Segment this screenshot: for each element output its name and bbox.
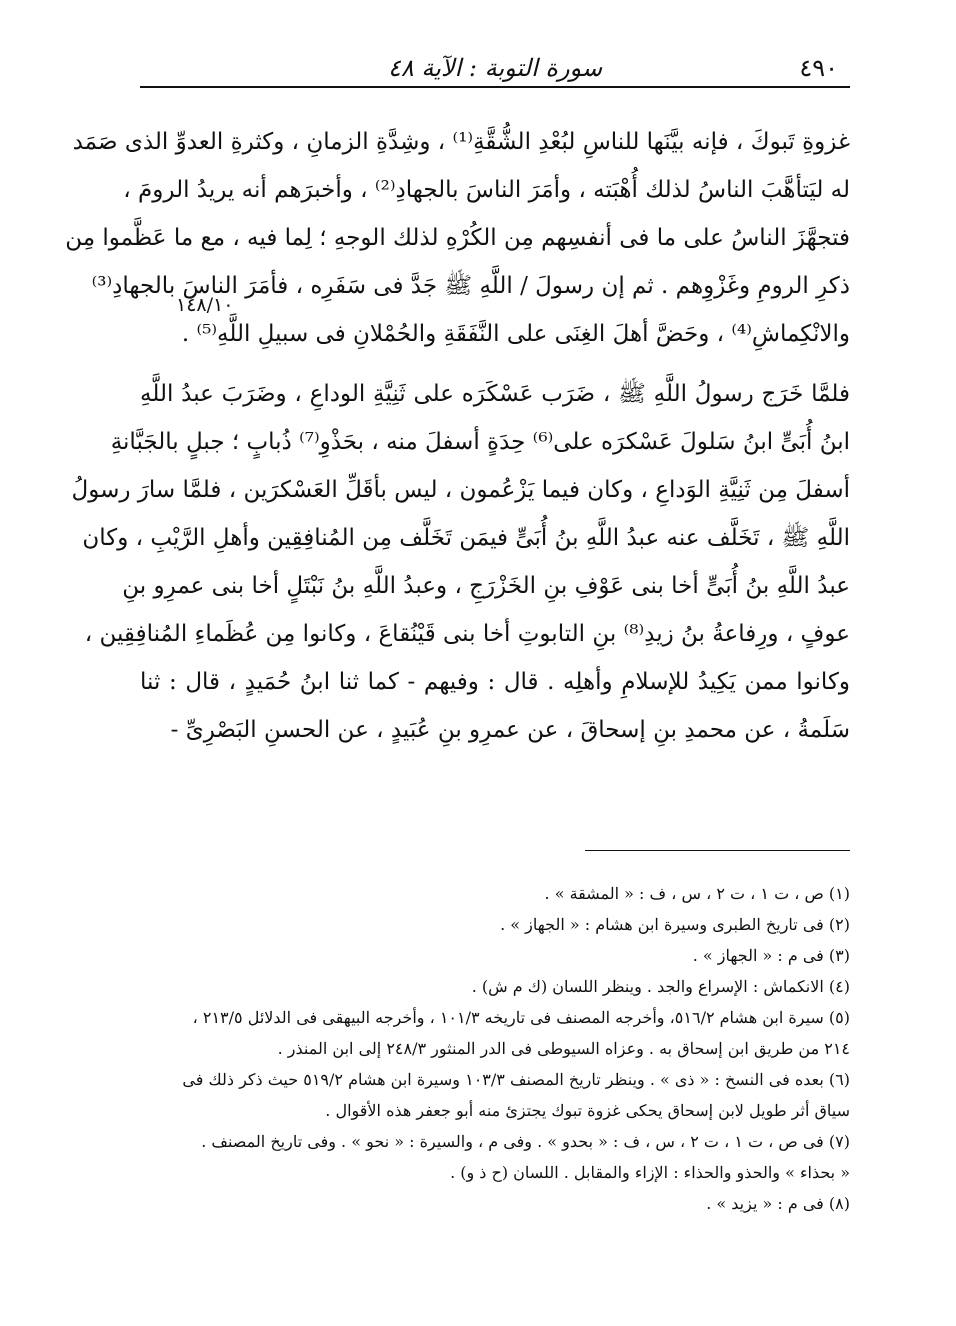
footnote xyxy=(116,1002,850,1064)
footnote xyxy=(116,1126,850,1188)
footnote xyxy=(116,1064,850,1126)
footnote-line: (٨) فى م : « يزيد » . xyxy=(706,1194,850,1213)
main-text xyxy=(65,118,850,754)
text-line: والانْكِماشِ⁽⁴⁾ ، وحَضَّ أهلَ الغِنَى على النَّفَقَةِ والحُمْلانِ فى سبيلِ اللَّهِ⁽⁵⁾ . xyxy=(181,321,850,347)
text-line: فتجهَّزَ الناسُ على ما فى أنفسِهم مِن الكُرْهِ لذلك الوجهِ ؛ لِما فيه ، مع ما عَظَّموا مِن xyxy=(65,225,850,251)
footnote-line: (٤) الانكماش : الإسراع والجد . وينظر اللسان (ك م ش) . xyxy=(471,977,850,996)
text-line: عوفٍ ، ورِفاعةُ بنُ زيدِ⁽⁸⁾ بنِ التابوتِ أخا بنى قَيْنُقاعَ ، وكانوا مِن عُظَماءِ المُنافِقِين ، xyxy=(84,621,850,647)
text-line: غزوةِ تَبوكَ ، فإنه بيَّنَها للناسِ لبُعْدِ الشُّقَّةِ⁽¹⁾ ، وشِدَّةِ الزمانِ ، وكثرةِ العدوِّ الذى صَمَد xyxy=(72,129,850,155)
text-line: سَلَمةُ ، عن محمدِ بنِ إسحاقَ ، عن عمرِو بنِ عُبَيدٍ ، عن الحسنِ البَصْرِىِّ - xyxy=(170,717,850,743)
footnote-line: (٥) سيرة ابن هشام ٥١٦/٢، وأخرجه المصنف فى تاريخه ١٠١/٣ ، وأخرجه البيهقى فى الدلائل ٢١٣/٥ ، xyxy=(192,1008,850,1027)
footnote xyxy=(116,909,850,940)
text-line: له ليَتأهَّبَ الناسُ لذلك أُهْبَته ، وأمَرَ الناسَ بالجهادِ⁽²⁾ ، وأخبرَهم أنه يريدُ الرومَ ، xyxy=(123,177,850,203)
footnote-line: (٧) فى ص ، ت ١ ، ت ٢ ، س ، ف : « بحدو » . وفى م ، والسيرة : « نحو » . وفى تاريخ المصنف . xyxy=(201,1132,850,1151)
footnote xyxy=(116,971,850,1002)
margin-reference: ١٤٨/١٠ xyxy=(176,294,234,316)
page-header xyxy=(140,48,850,88)
footnotes xyxy=(116,878,850,1219)
running-title: سورة التوبة : الآية ٤٨ xyxy=(387,54,603,82)
footnote-line: ٢١٤ من طريق ابن إسحاق به . وعزاه السيوطى فى الدر المنثور ٢٤٨/٣ إلى ابن المنذر . xyxy=(277,1039,850,1058)
footnote xyxy=(116,940,850,971)
footnote-line: سياق أثر طويل لابن إسحاق يحكى غزوة تبوك يجتزئ منه أبو جعفر هذه الأقوال . xyxy=(325,1101,850,1120)
page-number: ٤٩٠ xyxy=(799,54,838,82)
footnote-line: « بحذاء » والحذو والحذاء : الإزاء والمقابل . اللسان (ح ذ و) . xyxy=(450,1163,850,1182)
footnote xyxy=(116,1188,850,1219)
footnote-divider xyxy=(585,850,850,851)
footnote-line: (٦) بعده فى النسخ : « ذى » . وينظر تاريخ المصنف ١٠٣/٣ وسيرة ابن هشام ٥١٩/٢ حيث ذكر ذلك فى xyxy=(182,1070,850,1089)
text-line: عبدُ اللَّهِ بنُ أُبَىٍّ أخا بنى عَوْفِ بنِ الخَزْرَجِ ، وعبدُ اللَّهِ بنُ نَبْتَلٍ أخا بنى عمرِو بنِ xyxy=(122,573,850,599)
footnote xyxy=(116,878,850,909)
paragraph xyxy=(65,118,850,358)
footnote-line: (٣) فى م : « الجهاز » . xyxy=(692,946,850,965)
text-line: أسفلَ مِن ثَنِيَّةِ الوَداعِ ، وكان فيما يَزْعُمون ، ليس بأقَلِّ العَسْكرَين ، فلمَّا سارَ رسولُ xyxy=(71,477,850,503)
footnote-line: (١) ص ، ت ١ ، ت ٢ ، س ، ف : « المشقة » . xyxy=(544,884,850,903)
text-line: ابنُ أُبَىٍّ ابنُ سَلولَ عَسْكرَه على⁽⁶⁾ حِدَةٍ أسفلَ منه ، بحَذْوِ⁽⁷⁾ ذُبابٍ ؛ جبلٍ بالجَبَّانةِ xyxy=(110,429,850,455)
footnote-line: (٢) فى تاريخ الطبرى وسيرة ابن هشام : « الجهاز » . xyxy=(500,915,850,934)
header-rule xyxy=(140,86,850,88)
text-line: فلمَّا خَرَج رسولُ اللَّهِ ﷺ ، ضَرَب عَسْكَرَه على ثَنِيَّةِ الوداعِ ، وضَرَبَ عبدُ اللَّهِ xyxy=(140,381,850,407)
text-line: ذكرِ الرومِ وغَزْوِهم . ثم إن رسولَ / اللَّهِ ﷺ جَدَّ فى سَفَرِه ، فأمَرَ الناسَ بالجهادِ⁽³⁾ xyxy=(91,273,850,299)
text-line: اللَّهِ ﷺ ، تَخَلَّف عنه عبدُ اللَّهِ بنُ أُبَىٍّ فيمَن تَخَلَّف مِن المُنافِقِين وأهلِ الرَّيْبِ ، وكان xyxy=(82,525,850,551)
text-line: وكانوا ممن يَكِيدُ للإسلامِ وأهلِه . قال : وفيهم - كما ثنا ابنُ حُمَيدٍ ، قال : ثنا xyxy=(140,669,850,695)
paragraph xyxy=(71,370,850,754)
